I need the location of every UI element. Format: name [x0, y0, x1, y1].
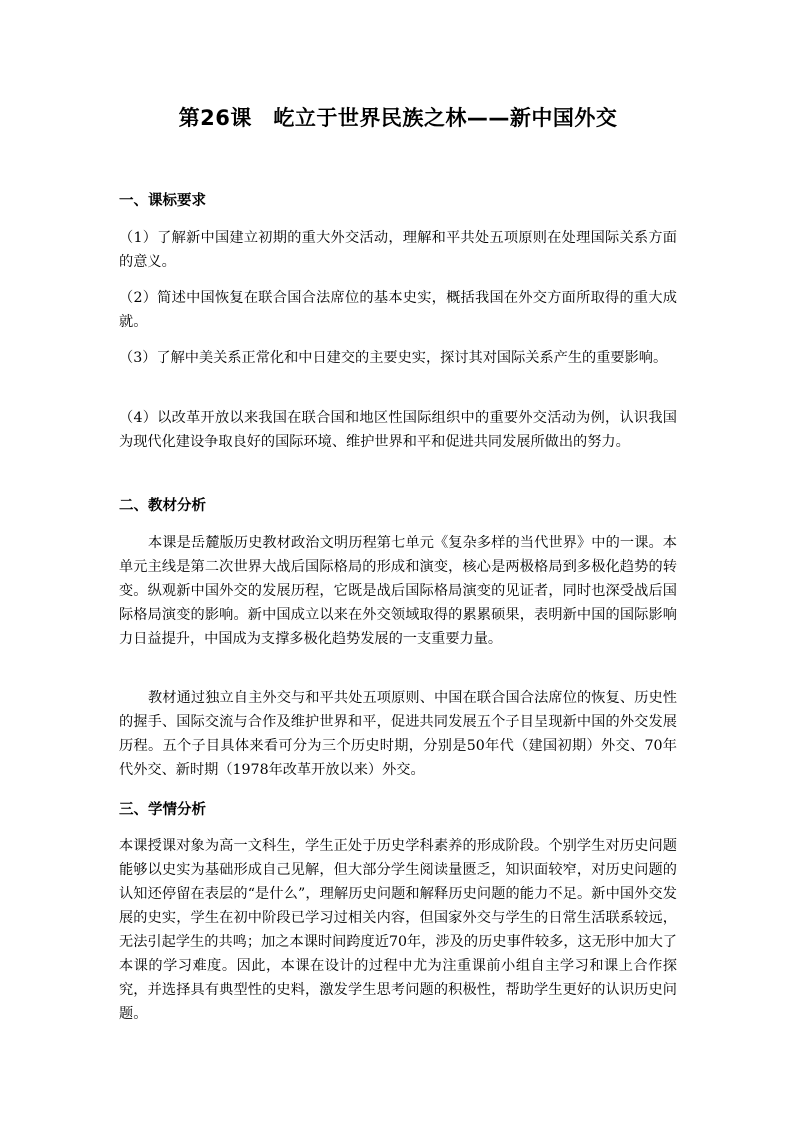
learner-analysis-paragraph: 本课授课对象为高一文科生，学生正处于历史学科素养的形成阶段。个别学生对历史问题能够以史实为基础形成自己见解，但大部分学生阅读量匮乏，知识面较窄，对历史问题的认知还停留在表层的“是什么”，理解历史问题和解释历史问题的能力不足。新中国外交发展的史实，学生在初中阶段已学习过相关内容，但国家外交与学生的日常生活联系较远，无法引起学生的共鸣；加之本课时间跨度近70年，涉及的历史事件较多，这无形中加大了本课的学习难度。因此，本课在设计的过程中尤为注重课前小组自主学习和课上合作探究，并选择具有典型性的史料，激发学生思考问题的积极性，帮助学生更好的认识历史问题。 — [119, 838, 677, 1022]
curriculum-item-1: （1）了解新中国建立初期的重大外交活动，理解和平共处五项原则在处理国际关系方面的意义。 — [119, 230, 677, 270]
section-heading-learners: 三、学情分析 — [119, 802, 206, 818]
curriculum-item-4: （4）以改革开放以来我国在联合国和地区性国际组织中的重要外交活动为例，认识我国为现代化建设争取良好的国际环境、维护世界和平和促进共同发展所做出的努力。 — [119, 410, 677, 450]
curriculum-item-3: （3）了解中美关系正常化和中日建交的主要史实，探讨其对国际关系产生的重要影响。 — [119, 350, 668, 366]
section-heading-curriculum: 一、课标要求 — [119, 193, 206, 209]
lesson-title: 第26课 屹立于世界民族之林——新中国外交 — [178, 106, 618, 130]
textbook-paragraph-2: 教材通过独立自主外交与和平共处五项原则、中国在联合国合法席位的恢复、历史性的握手、国际交流与合作及维护世界和平，促进共同发展五个子目呈现新中国的外交发展历程。五个子目具体来看可分为三个历史时期，分别是50年代（建国初期）外交、70年代外交、新时期（1978年改革开放以来）外交。 — [119, 690, 677, 778]
curriculum-item-2: （2）简述中国恢复在联合国合法席位的基本史实，概括我国在外交方面所取得的重大成就。 — [119, 290, 677, 330]
section-heading-textbook: 二、教材分析 — [119, 498, 206, 514]
textbook-paragraph-1: 本课是岳麓版历史教材政治文明历程第七单元《复杂多样的当代世界》中的一课。本单元主线是第二次世界大战后国际格局的形成和演变，核心是两极格局到多极化趋势的转变。纵观新中国外交的发展历程，它既是战后国际格局演变的见证者，同时也深受战后国际格局演变的影响。新中国成立以来在外交领域取得的累累硕果，表明新中国的国际影响力日益提升，中国成为支撑多极化趋势发展的一支重要力量。 — [119, 535, 677, 647]
